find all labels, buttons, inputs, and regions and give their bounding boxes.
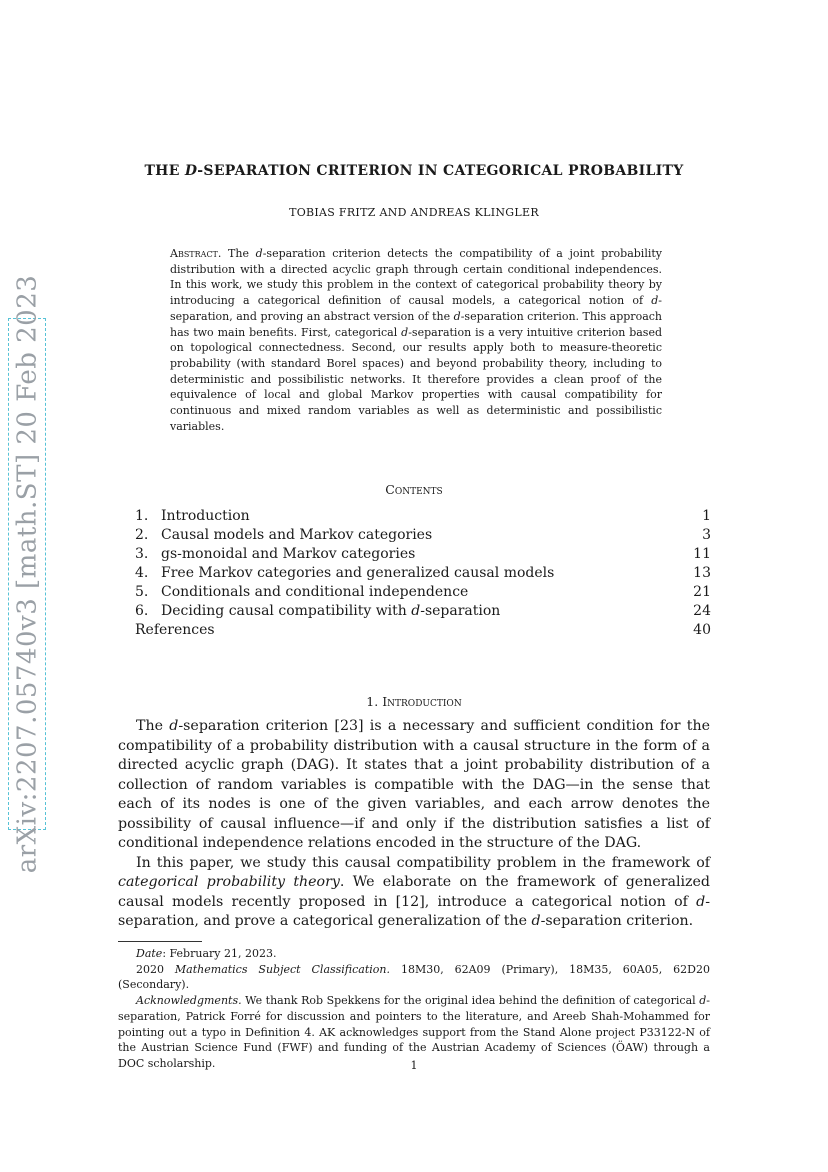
toc-entry-references[interactable]: References 40 — [135, 622, 711, 638]
table-of-contents — [135, 507, 711, 640]
section-body — [118, 717, 710, 932]
paragraph: In this paper, we study this causal compatibility problem in the framework of categorical probability theory. We elaborate on the framework of generalized causal models recently proposed in [12], introduce a categorical notion of d-separation, and prove a categorical generalization of the d-separation criterion. — [118, 854, 710, 929]
paragraph: The d-separation criterion [23] is a necessary and sufficient condition for the compatibility of a probability distribution with a causal structure in the form of a directed acyclic graph (DAG). It states that a joint probability distribution of a collection of random variables is compatible with the DAG—in the sense that each of its nodes is one of the given variables, and each arrow denotes the possibility of causal influence—if and only if the distribution satisfies a list of conditional independence relations encoded in the structure of the DAG. — [118, 718, 710, 851]
footnote-msc: 2020 Mathematics Subject Classification. 18M30, 62A09 (Primary), 18M35, 60A05, 62D20 (Secondary). — [118, 962, 710, 992]
toc-entry[interactable]: 6. Deciding causal compatibility with d-separation 24 — [135, 603, 711, 619]
section-heading: 1. Introduction — [366, 694, 462, 709]
abstract-label: Abstract. — [170, 247, 222, 260]
toc-entry[interactable]: 1. Introduction 1 — [135, 508, 711, 524]
paper-title: THE D-SEPARATION CRITERION IN CATEGORICAL PROBABILITY — [144, 163, 684, 179]
abstract — [170, 246, 662, 434]
toc-entry[interactable]: 5. Conditionals and conditional independence 21 — [135, 584, 711, 600]
footnote-divider — [118, 941, 202, 942]
toc-entry[interactable]: 3. gs-monoidal and Markov categories 11 — [135, 546, 711, 562]
footnotes — [118, 946, 710, 1072]
page-number: 1 — [410, 1059, 418, 1072]
toc-entry[interactable]: 2. Causal models and Markov categories 3 — [135, 527, 711, 543]
arxiv-stamp — [8, 274, 46, 874]
footnote-acknowledgments: Acknowledgments. We thank Rob Spekkens for the original idea behind the definition of categorical d-separation, Patrick Forré for discussion and pointers to the literature, and Areeb Shah-Mohammed for pointing out a typo in Definition 4. AK acknowledges support from the Stand Alone project P33122-N of the Austrian Science Fund (FWF) and funding of the Austrian Academy of Sciences (ÖAW) through a DOC scholarship. — [118, 994, 710, 1070]
contents-heading: Contents — [385, 482, 443, 497]
arxiv-stamp-text: arXiv:2207.05740v3 [math.ST] 20 Feb 2023 — [12, 274, 42, 874]
abstract-text: The d-separation criterion detects the compatibility of a joint probability distribution with a directed acyclic graph through certain conditional independences. In this work, we study this problem in the context of categorical probability theory by introducing a categorical definition of causal models, a categorical notion of d-separation, and proving an abstract version of the d-separation criterion. This approach has two main benefits. First, categorical d-separation is a very intuitive criterion based on topological connectedness. Second, our results apply both to measure-theoretic probability (with standard Borel spaces) and beyond probability theory, including to deterministic and possibilistic networks. It therefore provides a clean proof of the equivalence of local and global Markov properties with causal compatibility for continuous and mixed random variables as well as deterministic and possibilistic variables. — [170, 247, 662, 433]
toc-entry[interactable]: 4. Free Markov categories and generalized causal models 13 — [135, 565, 711, 581]
paper-authors: TOBIAS FRITZ AND ANDREAS KLINGLER — [289, 206, 539, 219]
footnote-date: Date: February 21, 2023. — [136, 947, 277, 960]
